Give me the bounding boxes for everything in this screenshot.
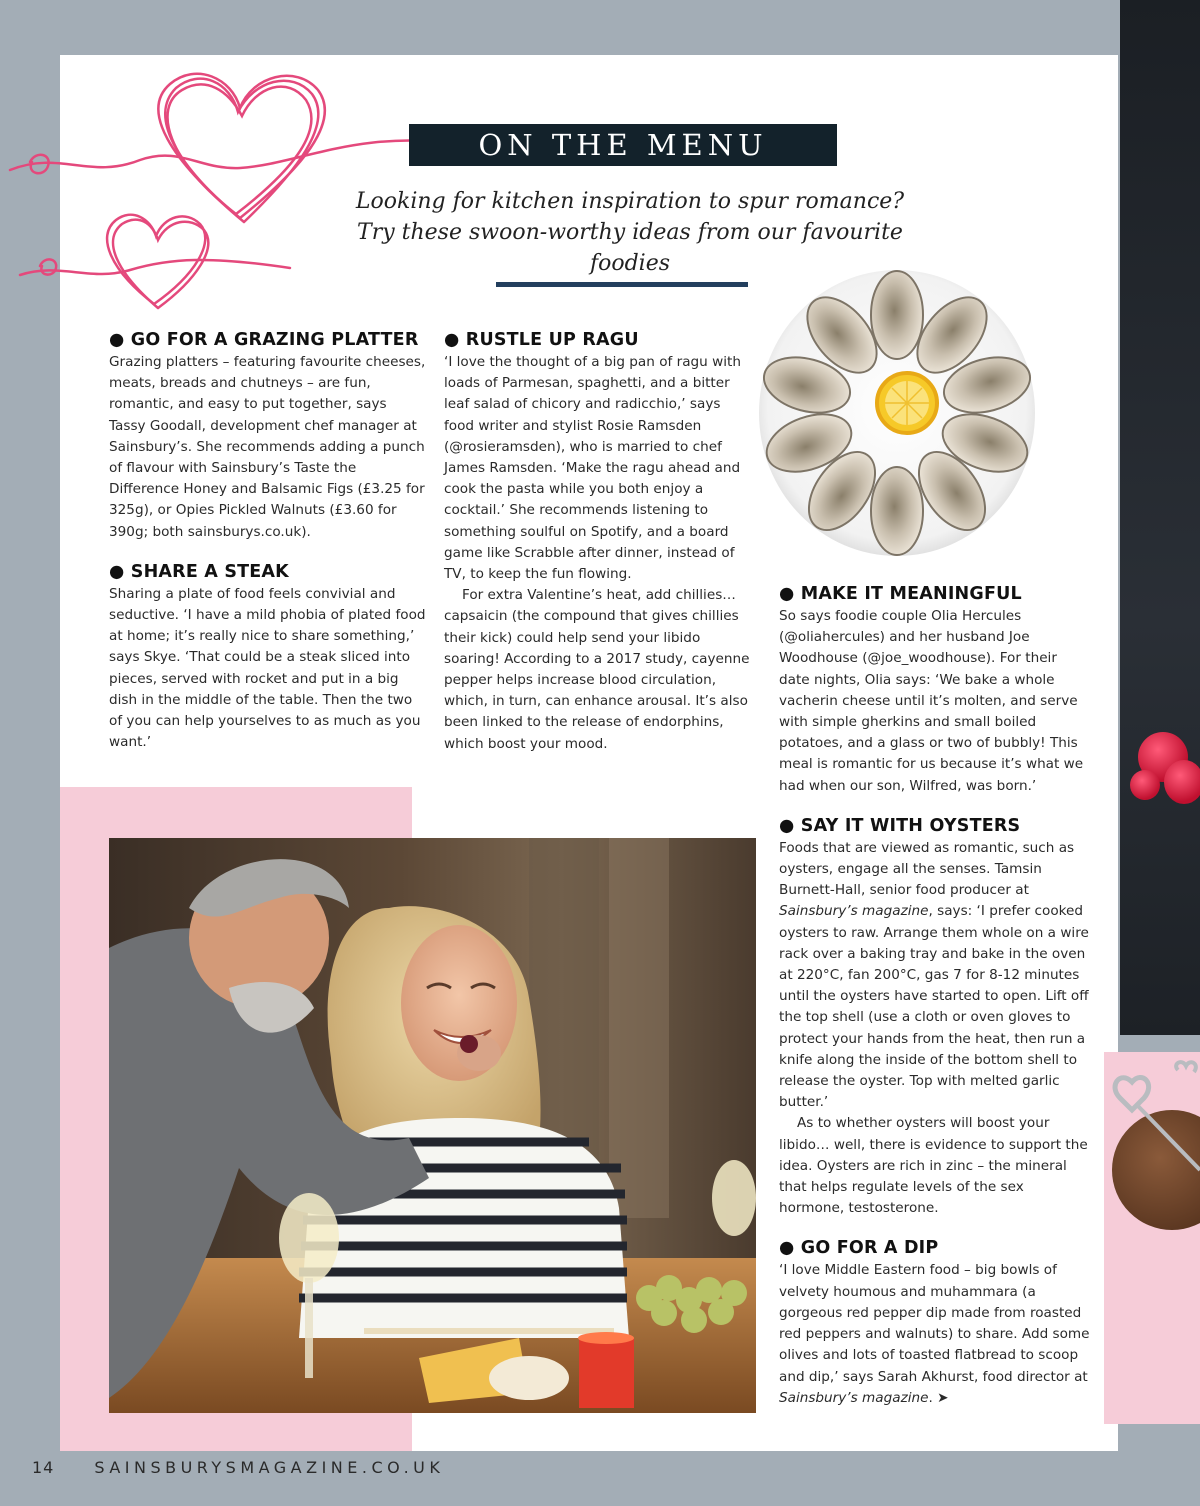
- heading-grazing-platter: ● GO FOR A GRAZING PLATTER: [109, 330, 419, 350]
- body-make-meaningful: So says foodie couple Olia Hercules (@oliahercules) and her husband Joe Woodhouse (@joe_woodhouse). For their date nights, Olia says: ‘We bake a whole vacherin cheese until it’s molten, and serve with simple gherkins and small boiled potatoes, and a glass or two of bubbly! This meal is romantic for us because it’s what we had when our son, Wilfred, was born.’: [779, 608, 1084, 794]
- body-go-dip: ‘I love Middle Eastern food – big bowls of velvety houmous and muhammara (a gorgeous red pepper dip made from roasted red peppers and walnuts) to share. Add some olives and lots of toasted flatbread to scoop and dip,’ says Sarah Akhurst, food director at Sainsbury’s magazine. ➤: [779, 1262, 1090, 1406]
- page-footer: [32, 1458, 444, 1477]
- heading-make-meaningful: ● MAKE IT MEANINGFUL: [779, 584, 1022, 604]
- bullet-icon: ●: [109, 561, 125, 582]
- divider-rule: [496, 282, 748, 287]
- heading-rustle-ragu: ● RUSTLE UP RAGU: [444, 330, 639, 350]
- heading-share-steak: ● SHARE A STEAK: [109, 561, 289, 582]
- scribble-hearts-icon: [0, 50, 480, 320]
- couple-dining-photo: [109, 838, 756, 1413]
- bullet-icon: ●: [779, 584, 795, 604]
- bullet-icon: ●: [779, 815, 795, 836]
- column-middle: [444, 329, 750, 755]
- body-say-oysters-1: Foods that are viewed as romantic, such as oysters, engage all the senses. Tamsin Burnett-Hall, senior food producer at Sainsbury’s magazine, says: ‘I prefer cooked oysters to raw. Arrange them whole on a wire rack over a baking tray and bake in the oven at 220°C, fan 200°C, gas 7 for 8-12 minutes until the oysters have started to open. Lift off the top shell (use a cloth or oven gloves to protect your hands from the heat, then run a knife along the inside of the bottom shell to release the oyster. Top with melted garlic butter.’: [779, 839, 1089, 1111]
- heading-go-dip: ● GO FOR A DIP: [779, 1238, 939, 1259]
- heart-skewer-icon: [1098, 1060, 1200, 1200]
- body-rustle-ragu-2: For extra Valentine’s heat, add chillies… capsaicin (the compound that gives chillies their kick) could help send your libido soaring! According to a 2017 study, cayenne pepper helps increase blood circulation, which, in turn, can enhance arousal. It’s also been linked to the release of endorphins, which boost your mood.: [444, 587, 750, 752]
- body-grazing-platter: Grazing platters – featuring favourite cheeses, meats, breads and chutneys – are fun, romantic, and easy to put together, says Tassy Goodall, development chef manager at Sainsbury’s. She recommends adding a punch of flavour with Sainsbury’s Taste the Difference Honey and Balsamic Figs (£3.25 for 325g), or Opies Pickled Walnuts (£3.60 for 390g; both sainsburys.co.uk).: [109, 354, 426, 540]
- site-url: SAINSBURYSMAGAZINE.CO.UK: [94, 1458, 445, 1477]
- body-say-oysters-2: As to whether oysters will boost your libido… well, there is evidence to support the idea. Oysters are rich in zinc – the mineral that helps regulate levels of the sex hormone, testosterone.: [779, 1115, 1088, 1217]
- intro-line-1: Looking for kitchen inspiration to spur romance?: [355, 189, 905, 214]
- body-rustle-ragu-1: ‘I love the thought of a big pan of ragu with loads of Parmesan, spaghetti, and a bitter leaf salad of chicory and radicchio,’ says food writer and stylist Rosie Ramsden (@rosieramsden), who is married to chef James Ramsden. ‘Make the ragu ahead and cook the pasta while you both enjoy a cocktail.’ She recommends listening to something soulful on Spotify, and a board game like Scrabble after dinner, instead of TV, to keep the fun flowing.: [444, 354, 741, 583]
- page-number: 14: [32, 1458, 55, 1477]
- bullet-icon: ●: [109, 330, 125, 350]
- column-right: [779, 583, 1091, 1409]
- bullet-icon: ●: [779, 1238, 795, 1259]
- intro-line-2: Try these swoon-worthy ideas from our favourite foodies: [357, 220, 903, 276]
- continue-arrow-icon: ➤: [937, 1389, 949, 1406]
- section-title: ON THE MENU: [409, 124, 837, 166]
- heading-say-oysters: ● SAY IT WITH OYSTERS: [779, 815, 1021, 836]
- body-share-steak: Sharing a plate of food feels convivial and seductive. ‘I have a mild phobia of plated food at home; it’s really nice to share something,’ says Skye. ‘That could be a steak sliced into pieces, served with rocket and put in a big dish in the middle of the table. Then the two of you can help yourselves to as much as you want.’: [109, 585, 426, 751]
- column-left: [109, 329, 427, 753]
- oyster-plate-image: [757, 263, 1037, 558]
- dessert-photo-edge: [1120, 0, 1200, 1035]
- bullet-icon: ●: [444, 330, 460, 350]
